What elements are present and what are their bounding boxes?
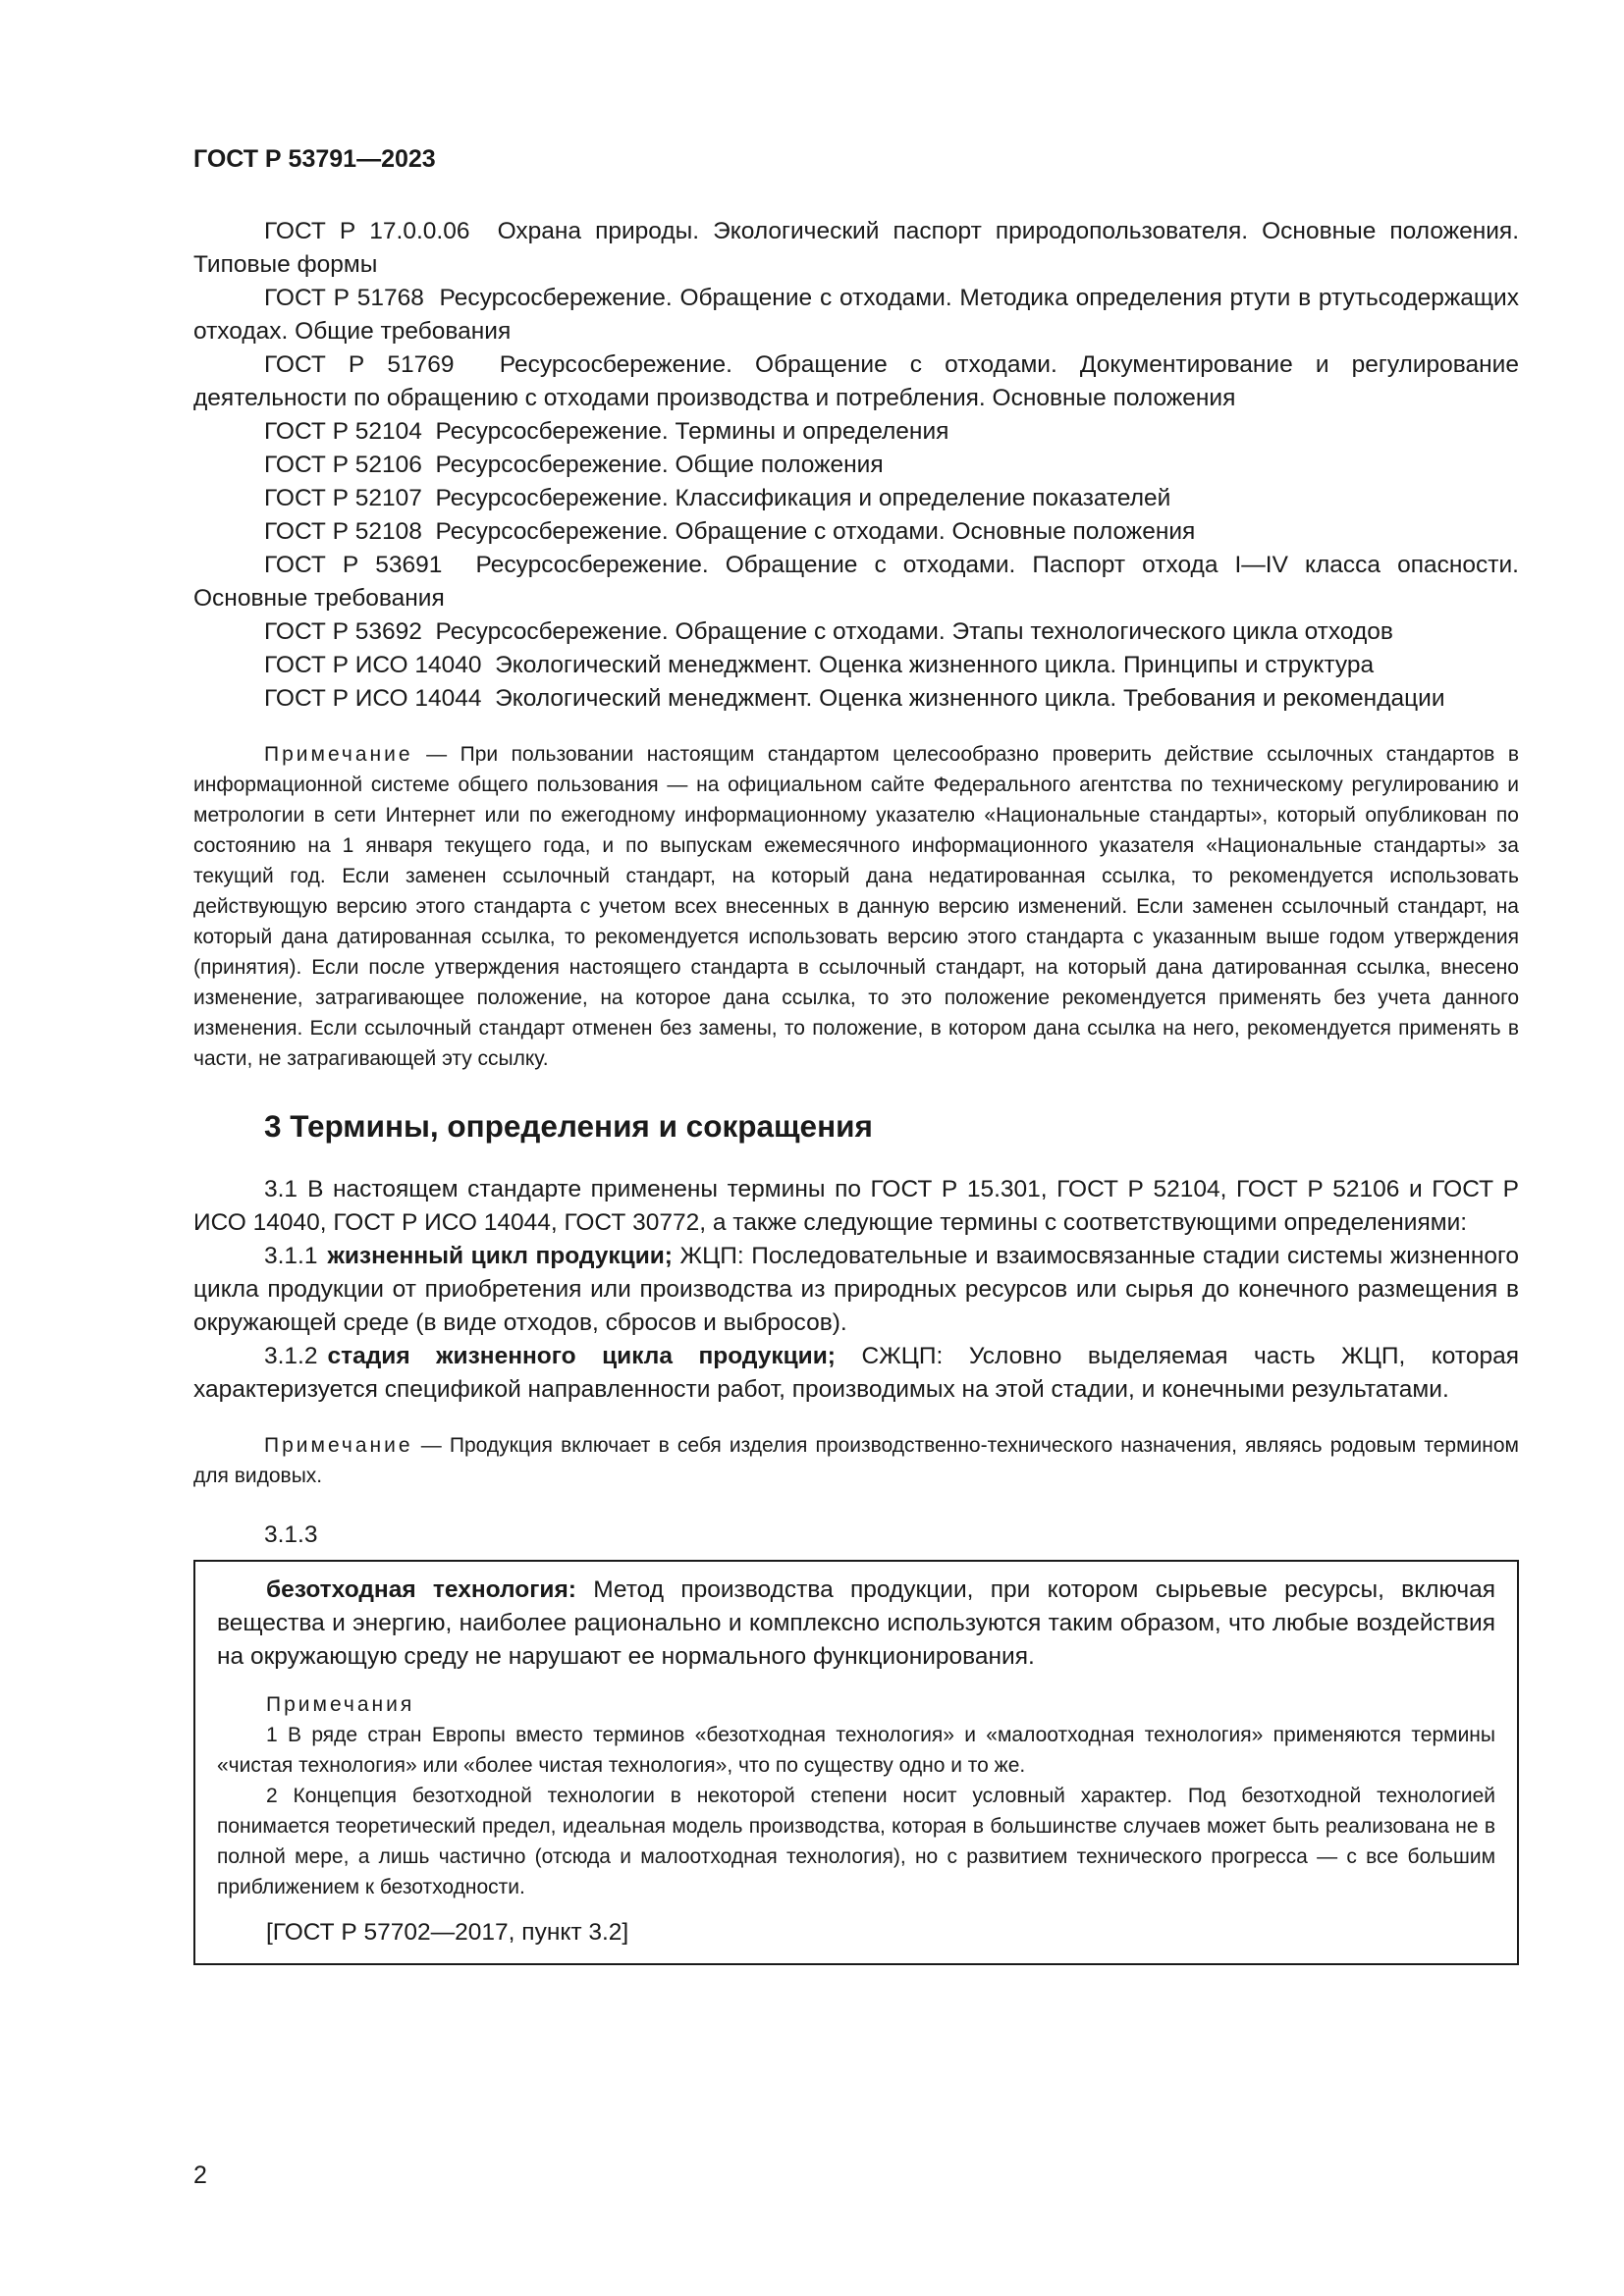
- clause-3-1-2: 3.1.2 стадия жизненного цикла продукции; СЖЦП: Условно выделяемая часть ЖЦП, которая характеризуется спецификой направленности работ, производимых на этой стадии, и конечными результатами.: [193, 1342, 1519, 1403]
- section-title: 3 Термины, определения и сокращения: [264, 1108, 873, 1144]
- reference-item: ГОСТ Р ИСО 14044 Экологический менеджмент. Оценка жизненного цикла. Требования и рекомендации: [264, 685, 1445, 712]
- document-page: [193, 147, 1519, 1965]
- reference-item: ГОСТ Р 52106 Ресурсосбережение. Общие положения: [264, 452, 884, 478]
- page-number: 2: [193, 2162, 207, 2189]
- box-note-1: 1 В ряде стран Европы вместо терминов «безотходная технология» и «малоотходная технология» применяются термины «чистая технология» или «более чистая технология», что по существу одно и то же.: [217, 1723, 1495, 1777]
- note-text: — Продукция включает в себя изделия производственно-технического назначения, являясь родовым термином для видовых.: [193, 1433, 1519, 1487]
- term: жизненный цикл продукции;: [327, 1242, 673, 1269]
- reference-item: ГОСТ Р 52108 Ресурсосбережение. Обращение с отходами. Основные положения: [264, 518, 1196, 545]
- term: стадия жизненного цикла продукции;: [327, 1342, 836, 1369]
- term: безотходная технология:: [266, 1575, 576, 1603]
- note-label: Примечание: [264, 743, 413, 766]
- note-text: — При пользовании настоящим стандартом целесообразно проверить действие ссылочных стандартов в информационной системе общего пользования — на официальном сайте Федерального агентства по техническому регулированию и метрологии в сети Интернет или по ежегодному информационному указателю «Национальные стандарты», который опубликован по состоянию на 1 января текущего года, и по выпускам ежемесячного информационного указателя «Национальные стандарты» за текущий год. Если заменен ссылочный стандарт, на который дана недатированная ссылка, то рекомендуется использовать действующую версию этого стандарта с учетом всех внесенных в данную версию изменений. Если заменен ссылочный стандарт, на который дана датированная ссылка, то рекомендуется использовать версию этого стандарта с указанным выше годом утверждения (принятия). Если после утверждения настоящего стандарта в ссылочный стандарт, на который дана датированная ссылка, внесено изменение, затрагивающее положение, на которое дана ссылка, то это положение рекомендуется применять без учета данного изменения. Если ссылочный стандарт отменен без замены, то положение, в котором дана ссылка на него, рекомендуется применять в части, не затрагивающей эту ссылку.: [193, 743, 1519, 1070]
- reference-item: ГОСТ Р 53691 Ресурсосбережение. Обращение с отходами. Паспорт отхода I—IV класса опасности. Основные требования: [193, 552, 1519, 612]
- quoted-term-box: [193, 1560, 1519, 1965]
- reference-item: ГОСТ Р 51768 Ресурсосбережение. Обращение с отходами. Методика определения ртути в ртутьсодержащих отходах. Общие требования: [193, 285, 1519, 345]
- note-label: Примечание: [264, 1433, 413, 1457]
- reference-item: ГОСТ Р 53692 Ресурсосбережение. Обращение с отходами. Этапы технологического цикла отходов: [264, 618, 1393, 645]
- note-references: [193, 739, 1519, 1074]
- clause-3-1-1: 3.1.1 жизненный цикл продукции; ЖЦП: Последовательные и взаимосвязанные стадии системы жизненного цикла продукции от приобретения или производства из природных ресурсов или сырья до конечного размещения в окружающей среде (в виде отходов, сбросов и выбросов).: [193, 1242, 1519, 1336]
- reference-list: [193, 215, 1519, 716]
- notes-heading: Примечания: [266, 1692, 415, 1716]
- clause-3-1-3: безотходная технология: Метод производства продукции, при котором сырьевые ресурсы, включая вещества и энергию, наиболее рационально и комплексно используются таким образом, что любые воздействия на окружающую среду не нарушают ее нормального функционирования.: [217, 1575, 1495, 1670]
- reference-item: ГОСТ Р 52104 Ресурсосбережение. Термины и определения: [264, 418, 949, 445]
- clause-3-1: 3.1 В настоящем стандарте применены термины по ГОСТ Р 15.301, ГОСТ Р 52104, ГОСТ Р 52106 и ГОСТ Р ИСО 14040, ГОСТ Р ИСО 14044, ГОСТ 30772, а также следующие термины с соответствующими определениями:: [193, 1175, 1519, 1236]
- reference-item: ГОСТ Р 52107 Ресурсосбережение. Классификация и определение показателей: [264, 485, 1171, 511]
- reference-item: ГОСТ Р 17.0.0.06 Охрана природы. Экологический паспорт природопользователя. Основные положения. Типовые формы: [193, 218, 1519, 278]
- document-header: ГОСТ Р 53791—2023: [193, 145, 436, 173]
- reference-item: ГОСТ Р ИСО 14040 Экологический менеджмент. Оценка жизненного цикла. Принципы и структура: [264, 652, 1375, 678]
- source-reference: [ГОСТ Р 57702—2017, пункт 3.2]: [266, 1918, 629, 1946]
- clause-3-1-3-number: 3.1.3: [264, 1521, 318, 1548]
- reference-item: ГОСТ Р 51769 Ресурсосбережение. Обращение с отходами. Документирование и регулирование деятельности по обращению с отходами производства и потребления. Основные положения: [193, 351, 1519, 411]
- box-note-2: 2 Концепция безотходной технологии в некоторой степени носит условный характер. Под безотходной технологией понимается теоретический предел, идеальная модель производства, которая в большинстве случаев может быть реализована не в полной мере, а лишь частично (отсюда и малоотходная технология), но с развитием технического прогресса — с все большим приближением к безотходности.: [217, 1784, 1495, 1898]
- note-product: [193, 1430, 1519, 1491]
